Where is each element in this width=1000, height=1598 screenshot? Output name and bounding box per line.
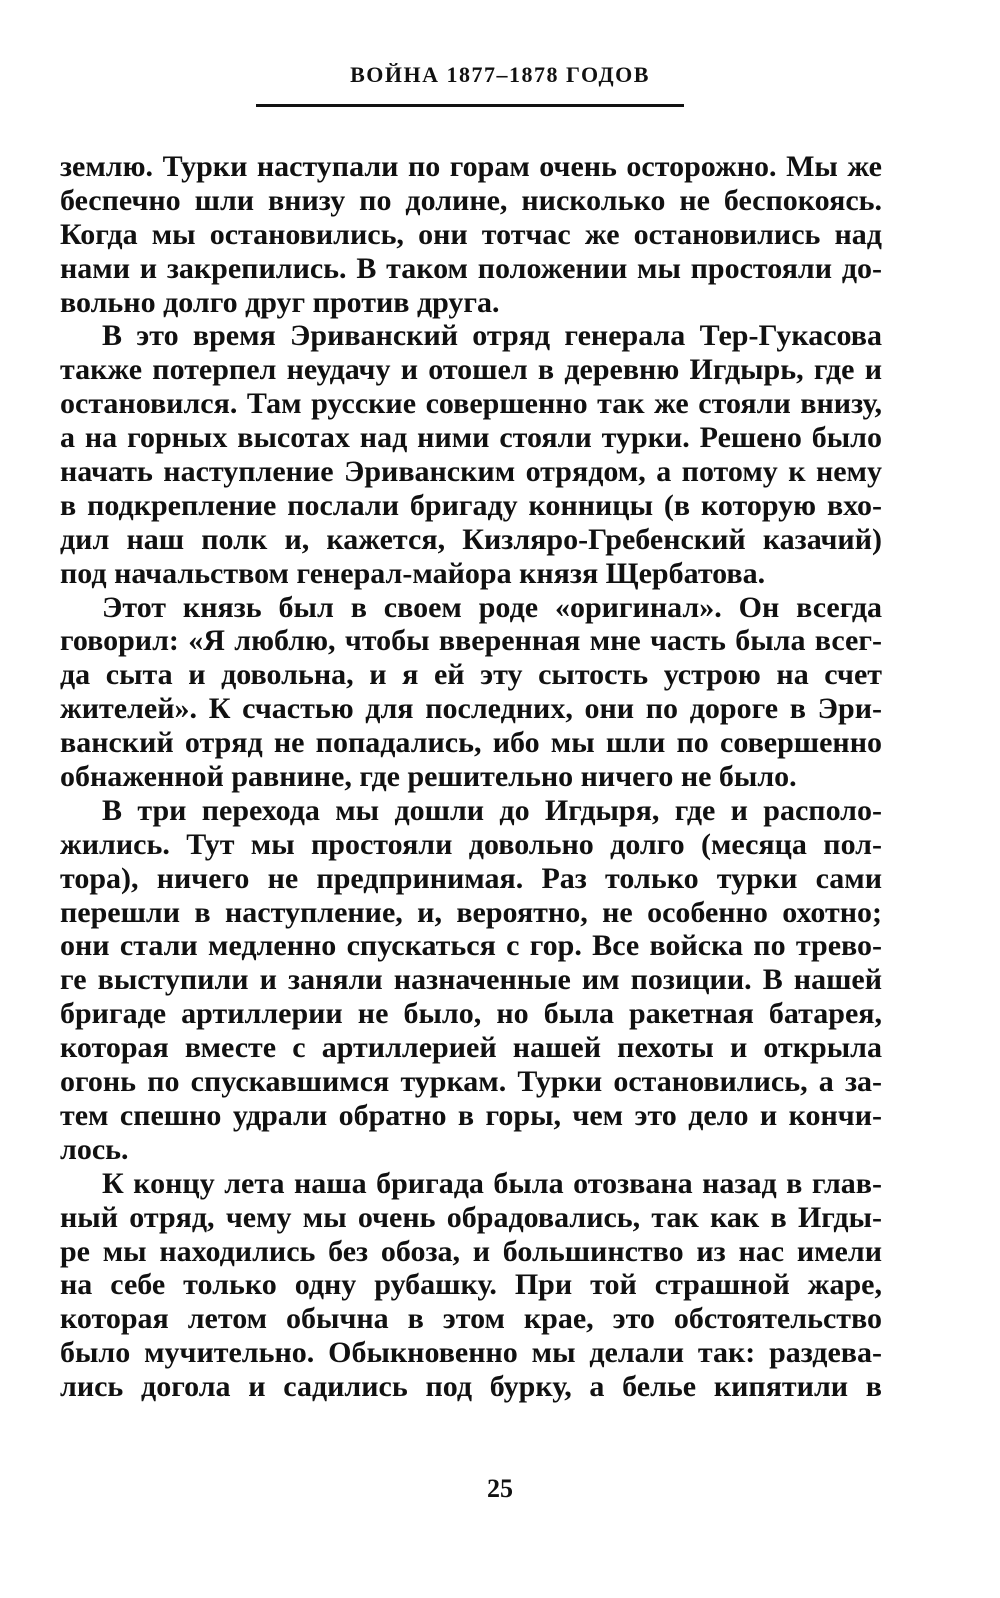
text-line: вольно долго друг против друга.	[60, 285, 500, 319]
text-line: Этот князь был в своем роде «оригинал». Он всегда	[102, 590, 882, 624]
text-line: землю. Турки наступали по горам очень осторожно. Мы же	[60, 150, 882, 183]
text-line: лись догола и садились под бурку, а белье кипятили в	[60, 1370, 882, 1404]
text-line: которая вместе с артиллерией нашей пехоты и открыла	[60, 1031, 882, 1065]
text-line: ре мы находились без обоза, и большинство из нас имели	[60, 1234, 882, 1268]
text-line: которая летом обычна в этом крае, это обстоятельство	[60, 1302, 882, 1336]
text-line: дил наш полк и, кажется, Кизляро-Гребенский казачий)	[60, 522, 882, 556]
page-number: 25	[487, 1474, 513, 1503]
text-line: тора), ничего не предпринимая. Раз только турки сами	[60, 861, 882, 895]
text-line: В три перехода мы дошли до Игдыря, где и располо-	[102, 793, 882, 827]
text-line: жились. Тут мы простояли довольно долго (месяца пол-	[60, 827, 882, 861]
text-line: тем спешно удрали обратно в горы, чем это дело и кончи-	[60, 1098, 882, 1132]
text-line: да сыта и довольна, и я ей эту сытость устрою на счет	[60, 658, 882, 692]
text-line: обнаженной равнине, где решительно ничего не было.	[60, 760, 797, 794]
body-text	[60, 150, 882, 1404]
text-line: беспечно шли внизу по долине, нисколько не беспокоясь.	[60, 183, 882, 217]
text-line: ванский отряд не попадались, ибо мы шли по совершенно	[60, 726, 882, 760]
header-rule	[256, 104, 684, 107]
text-line: К концу лета наша бригада была отозвана назад в глав-	[102, 1166, 882, 1200]
text-line: жителей». К счастью для последних, они по дороге в Эри-	[60, 692, 882, 726]
text-line: перешли в наступление, и, вероятно, не особенно охотно;	[60, 895, 882, 929]
text-line: остановился. Там русские совершенно так же стояли внизу,	[60, 387, 882, 421]
text-line: а на горных высотах над ними стояли турки. Решено было	[60, 421, 882, 455]
text-line: также потерпел неудачу и отошел в деревню Игдырь, где и	[60, 353, 882, 387]
text-line: Когда мы остановились, они тотчас же остановились над	[60, 217, 882, 251]
text-line: ный отряд, чему мы очень обрадовались, так как в Игды-	[60, 1200, 882, 1234]
running-header: ВОЙНА 1877–1878 ГОДОВ	[350, 62, 650, 87]
text-line: в подкрепление послали бригаду конницы (в которую вхо-	[60, 488, 882, 522]
text-line: лось.	[60, 1132, 129, 1166]
text-line: начать наступление Эриванским отрядом, а потому к нему	[60, 455, 882, 489]
text-line: говорил: «Я люблю, чтобы вверенная мне часть была всег-	[60, 624, 882, 658]
text-line: В это время Эриванский отряд генерала Тер-Гукасова	[102, 319, 882, 353]
text-line: нами и закрепились. В таком положении мы простояли до-	[60, 251, 882, 285]
text-line: огонь по спускавшимся туркам. Турки остановились, а за-	[60, 1065, 882, 1099]
text-line: они стали медленно спускаться с гор. Все войска по трево-	[60, 929, 882, 963]
text-line: ге выступили и заняли назначенные им позиции. В нашей	[60, 963, 882, 997]
text-line: было мучительно. Обыкновенно мы делали так: раздева-	[60, 1336, 882, 1370]
text-line: бригаде артиллерии не было, но была ракетная батарея,	[60, 997, 882, 1031]
text-line: на себе только одну рубашку. При той страшной жаре,	[60, 1268, 882, 1302]
text-line: под начальством генерал-майора князя Щербатова.	[60, 556, 766, 590]
